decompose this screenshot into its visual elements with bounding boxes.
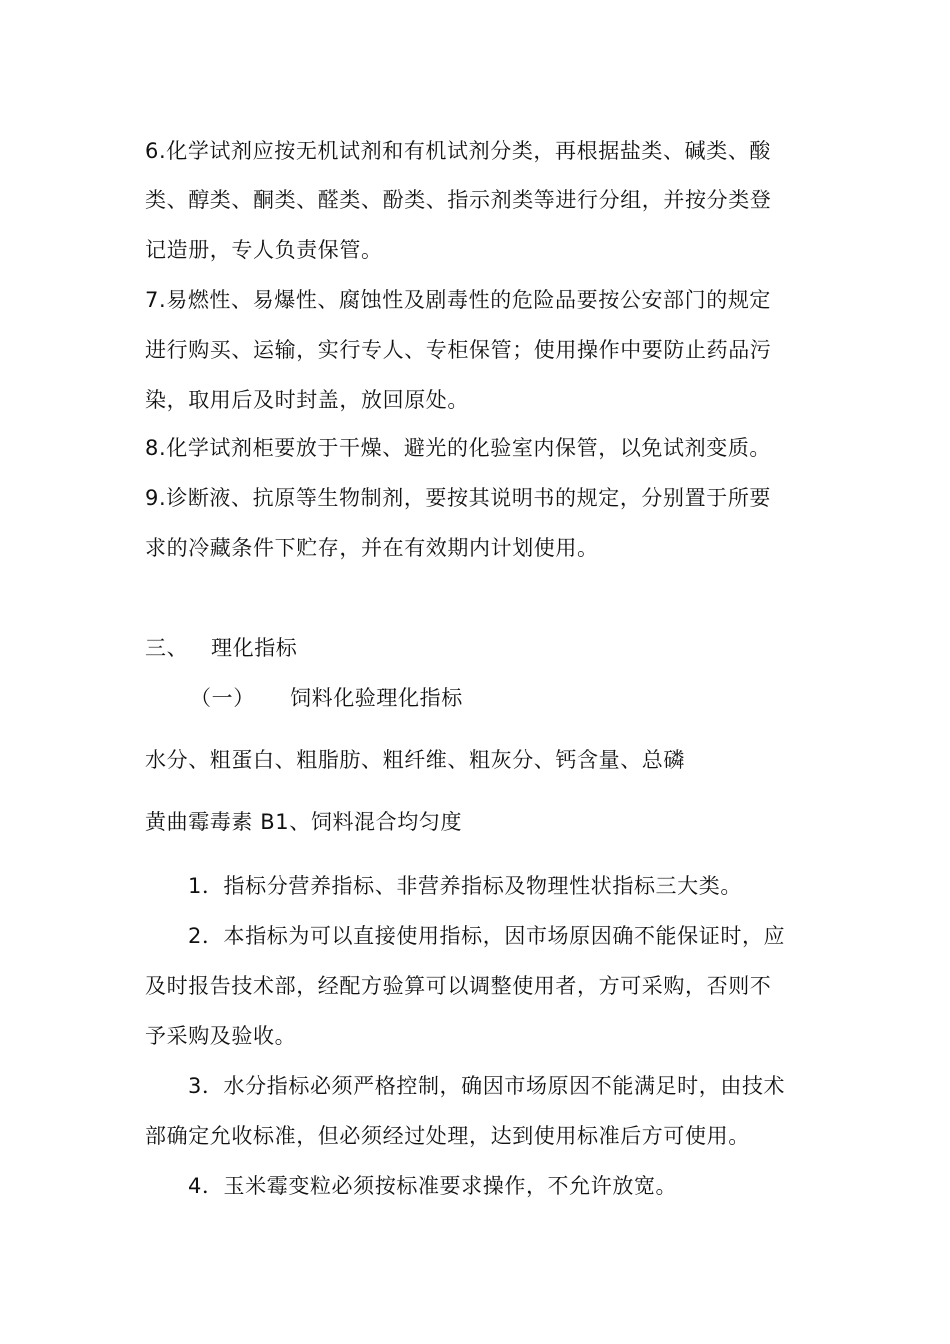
paragraph-8-line-1: 8.化学试剂柜要放于干燥、避光的化验室内保管，以免试剂变质。 [145,436,772,460]
subsection-number: （一） [190,686,255,710]
paragraph-7-line-3: 染，取用后及时封盖，放回原处。 [145,388,469,412]
indicator-line-1: 水分、粗蛋白、粗脂肪、粗纤维、粗灰分、钙含量、总磷 [145,748,685,772]
note-3-line-1: 3．水分指标必须严格控制，确因市场原因不能满足时，由技术 [188,1074,786,1098]
paragraph-6-line-3: 记造册，专人负责保管。 [145,238,383,262]
indicator-line-2: 黄曲霉毒素 B1、饲料混合均匀度 [145,810,463,834]
subsection-title: 饲料化验理化指标 [290,686,463,710]
note-2-line-2: 及时报告技术部，经配方验算可以调整使用者，方可采购，否则不 [145,974,772,998]
paragraph-7-line-2: 进行购买、运输，实行专人、专柜保管；使用操作中要防止药品污 [145,338,772,362]
paragraph-9-line-2: 求的冷藏条件下贮存，并在有效期内计划使用。 [145,536,599,560]
note-2-line-3: 予采购及验收。 [145,1024,297,1048]
section-number: 三、 [145,636,189,660]
paragraph-6-line-2: 类、醇类、酮类、醛类、酚类、指示剂类等进行分组，并按分类登 [145,188,772,212]
note-1-line-1: 1．指标分营养指标、非营养指标及物理性状指标三大类。 [188,874,742,898]
paragraph-7-line-1: 7.易燃性、易爆性、腐蚀性及剧毒性的危险品要按公安部门的规定 [145,288,772,312]
section-title: 理化指标 [211,636,298,660]
note-2-line-1: 2．本指标为可以直接使用指标，因市场原因确不能保证时，应 [188,924,786,948]
paragraph-6-line-1: 6.化学试剂应按无机试剂和有机试剂分类，再根据盐类、碱类、酸 [145,139,772,163]
paragraph-9-line-1: 9.诊断液、抗原等生物制剂，要按其说明书的规定，分别置于所要 [145,486,772,510]
note-4-line-1: 4．玉米霉变粒必须按标准要求操作，不允许放宽。 [188,1174,678,1198]
note-3-line-2: 部确定允收标准，但必须经过处理，达到使用标准后方可使用。 [145,1124,750,1148]
